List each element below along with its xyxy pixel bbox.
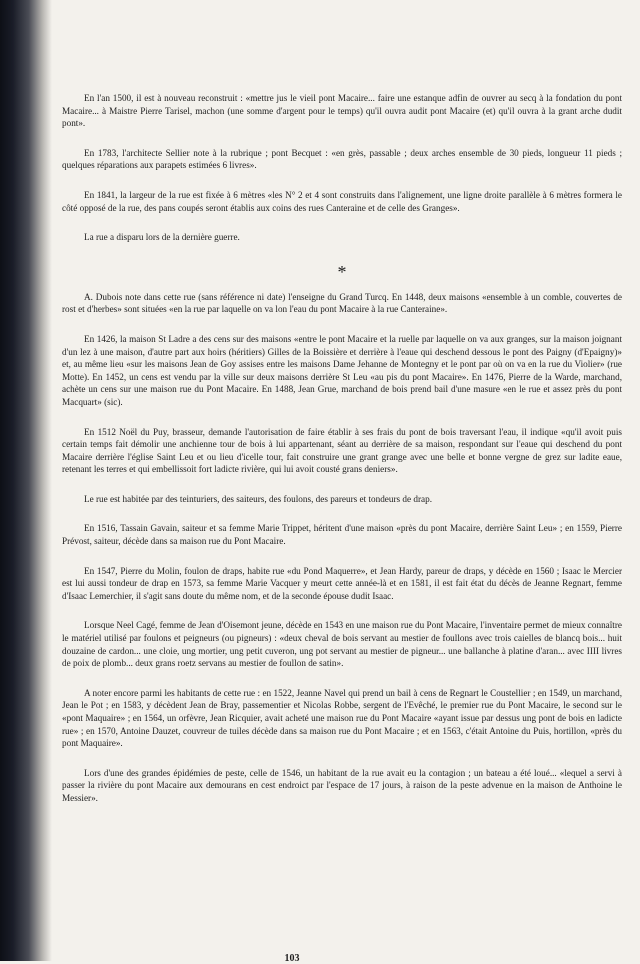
paragraph-8: Le rue est habitée par des teinturiers, des saiteurs, des foulons, des pareurs et tondeurs de drap. xyxy=(84,493,432,504)
page-text xyxy=(62,92,622,822)
paragraph-4: La rue a disparu lors de la dernière guerre. xyxy=(84,232,240,243)
paragraph-5: A. Dubois note dans cette rue (sans référence ni date) l'enseigne du Grand Turcq. En 1448, deux maisons «ensemble à un comble, couvertes de rost et d'herbes» sont situées «en la rue par laquelle on va lon l'eau du pont Macaire à la rue Canteraine». xyxy=(62,291,622,315)
paragraph-11: Lorsque Neel Cagé, femme de Jean d'Oisemont jeune, décède en 1543 en une maison rue du Pont Macaire, l'inventaire permet de mieux connaître le matériel utilisé par foulons et peigneurs (ou pigneurs) : «deux cheval de bois servant au mestier de foullons avec trois caielles de blancq bois... huit douzaine de cardon... une cloie, ung mortier, ung petit cuveron, ung pot servant au mestier de pigneur... une ballanche à platine d'aran... avec IIII livres de poix de plomb... deux grans roetz servans au mestier de foullon de satin». xyxy=(62,620,622,669)
paragraph-7: En 1512 Noël du Puy, brasseur, demande l'autorisation de faire établir à ses frais du pont de bois traversant l'eau, il indique «qu'il avoit puis certain temps fait démolir une anchienne tour de bois à lui appartenant, séant au derrière de sa maison, respondant sur l'eaue qui deschend du pont Macaire derrière l'église Saint Leu et ou lieu d'icelle tour, fait construire une grant grange avec une belle et bonne vergne de grez sur ladite eaue, retenant les terres et qui embellissoit fort ladicte rivière, qui lui avoit cousté grans deniers». xyxy=(62,426,622,475)
paragraph-1: En l'an 1500, il est à nouveau reconstruit : «mettre jus le vieil pont Macaire... faire une estanque adfin de ouvrer au secq à la fondation du pont Macaire... à Maistre Pierre Tarisel, machon (une somme d'argent pour le temps) qu'il ouvra audit pont Macaire (et) qu'il ouvra à la grant arche dudit pont». xyxy=(62,93,622,129)
section-separator: * xyxy=(337,261,347,282)
paragraph-12: A noter encore parmi les habitants de cette rue : en 1522, Jeanne Navel qui prend un bail à cens de Regnart le Coustellier ; en 1549, un marchand, Jean le Pot ; en 1583, y décèdent Jean de Bray, passementier et Nicolas Robbe, sergent de l'Evêché, le premier rue du Pont Macaire, le second sur le «pont Maquaire» ; en 1564, un orfèvre, Jean Ricquier, avait acheté une maison rue du Pont Macaire «ayant issue par dessus ung pont de bois en ladicte rue» ; en 1570, Antoine Dauzet, couvreur de tuiles décède dans sa maison rue du Pont Macaire ; et en 1563, c'était Antoine du Puis, hortillon, «près du pont Maquaire». xyxy=(62,687,622,749)
paragraph-9: En 1516, Tassain Gavain, saiteur et sa femme Marie Trippet, héritent d'une maison «près du pont Macaire, derrière Saint Leu» ; en 1559, Pierre Prévost, saiteur, décède dans sa maison rue du Pont Macaire. xyxy=(62,523,622,547)
binding-shadow xyxy=(0,0,52,961)
paragraph-6: En 1426, la maison St Ladre a des cens sur des maisons «entre le pont Macaire et la ruelle par laquelle on va aux granges, sur la maison joignant d'un lez à une maison, d'autre part aux hoirs (héritiers) Gilles de la Boissière et derrière à l'eaue qui deschend dessous le pont des Paigny (d'Epaigny)» et, au même lieu «sur les maisons Jean de Goy assises entre les maisons Dame Jehanne de Montegny et le pont par où on va en la rue du Violier» (rue Motte). En 1452, un cens est vendu par la ville sur deux maisons derrière St Leu «au pis du pont Macaire». En 1476, Pierre de la Warde, marchand, achète un cens sur une maison rue du Pont Macaire. En 1488, Jean Grue, marchand de bois prend bail d'une masure «en le rue et assez près du pont Macquart» (sic). xyxy=(62,333,622,407)
page-number: 103 xyxy=(284,953,300,964)
paragraph-13: Lors d'une des grandes épidémies de peste, celle de 1546, un habitant de la rue avait eu la contagion ; un bateau a été loué... «lequel a servi à passer la rivière du pont Macaire aux demourans en cest endroict par l'espace de 17 jours, à raison de la peste advenue en la maison de Anthoine le Messier». xyxy=(62,767,622,803)
paragraph-10: En 1547, Pierre du Molin, foulon de draps, habite rue «du Pond Maquerre», et Jean Hardy, pareur de draps, y décède en 1560 ; Isaac le Mercier est lui aussi tondeur de drap en 1573, sa femme Marie Vacquer y meurt cette année-là et en 1581, il est fait état du décès de Jeanne Regnart, femme d'Isaac Lemerchier, il s'agit sans doute du même nom, et de la seconde épouse dudit Isaac. xyxy=(62,565,622,601)
paragraph-2: En 1783, l'architecte Sellier note à la rubrique ; pont Becquet : «en grès, passable ; deux arches ensemble de 30 pieds, longueur 11 pieds ; quelques réparations aux parapets estimées 6 livres». xyxy=(62,147,622,171)
paragraph-3: En 1841, la largeur de la rue est fixée à 6 mètres «les N° 2 et 4 sont construits dans l'alignement, une ligne droite parallèle à 6 mètres formera le côté opposé de la rue, des pans coupés seront établis aux coins des rues Canteraine et de celle des Granges». xyxy=(62,189,622,213)
